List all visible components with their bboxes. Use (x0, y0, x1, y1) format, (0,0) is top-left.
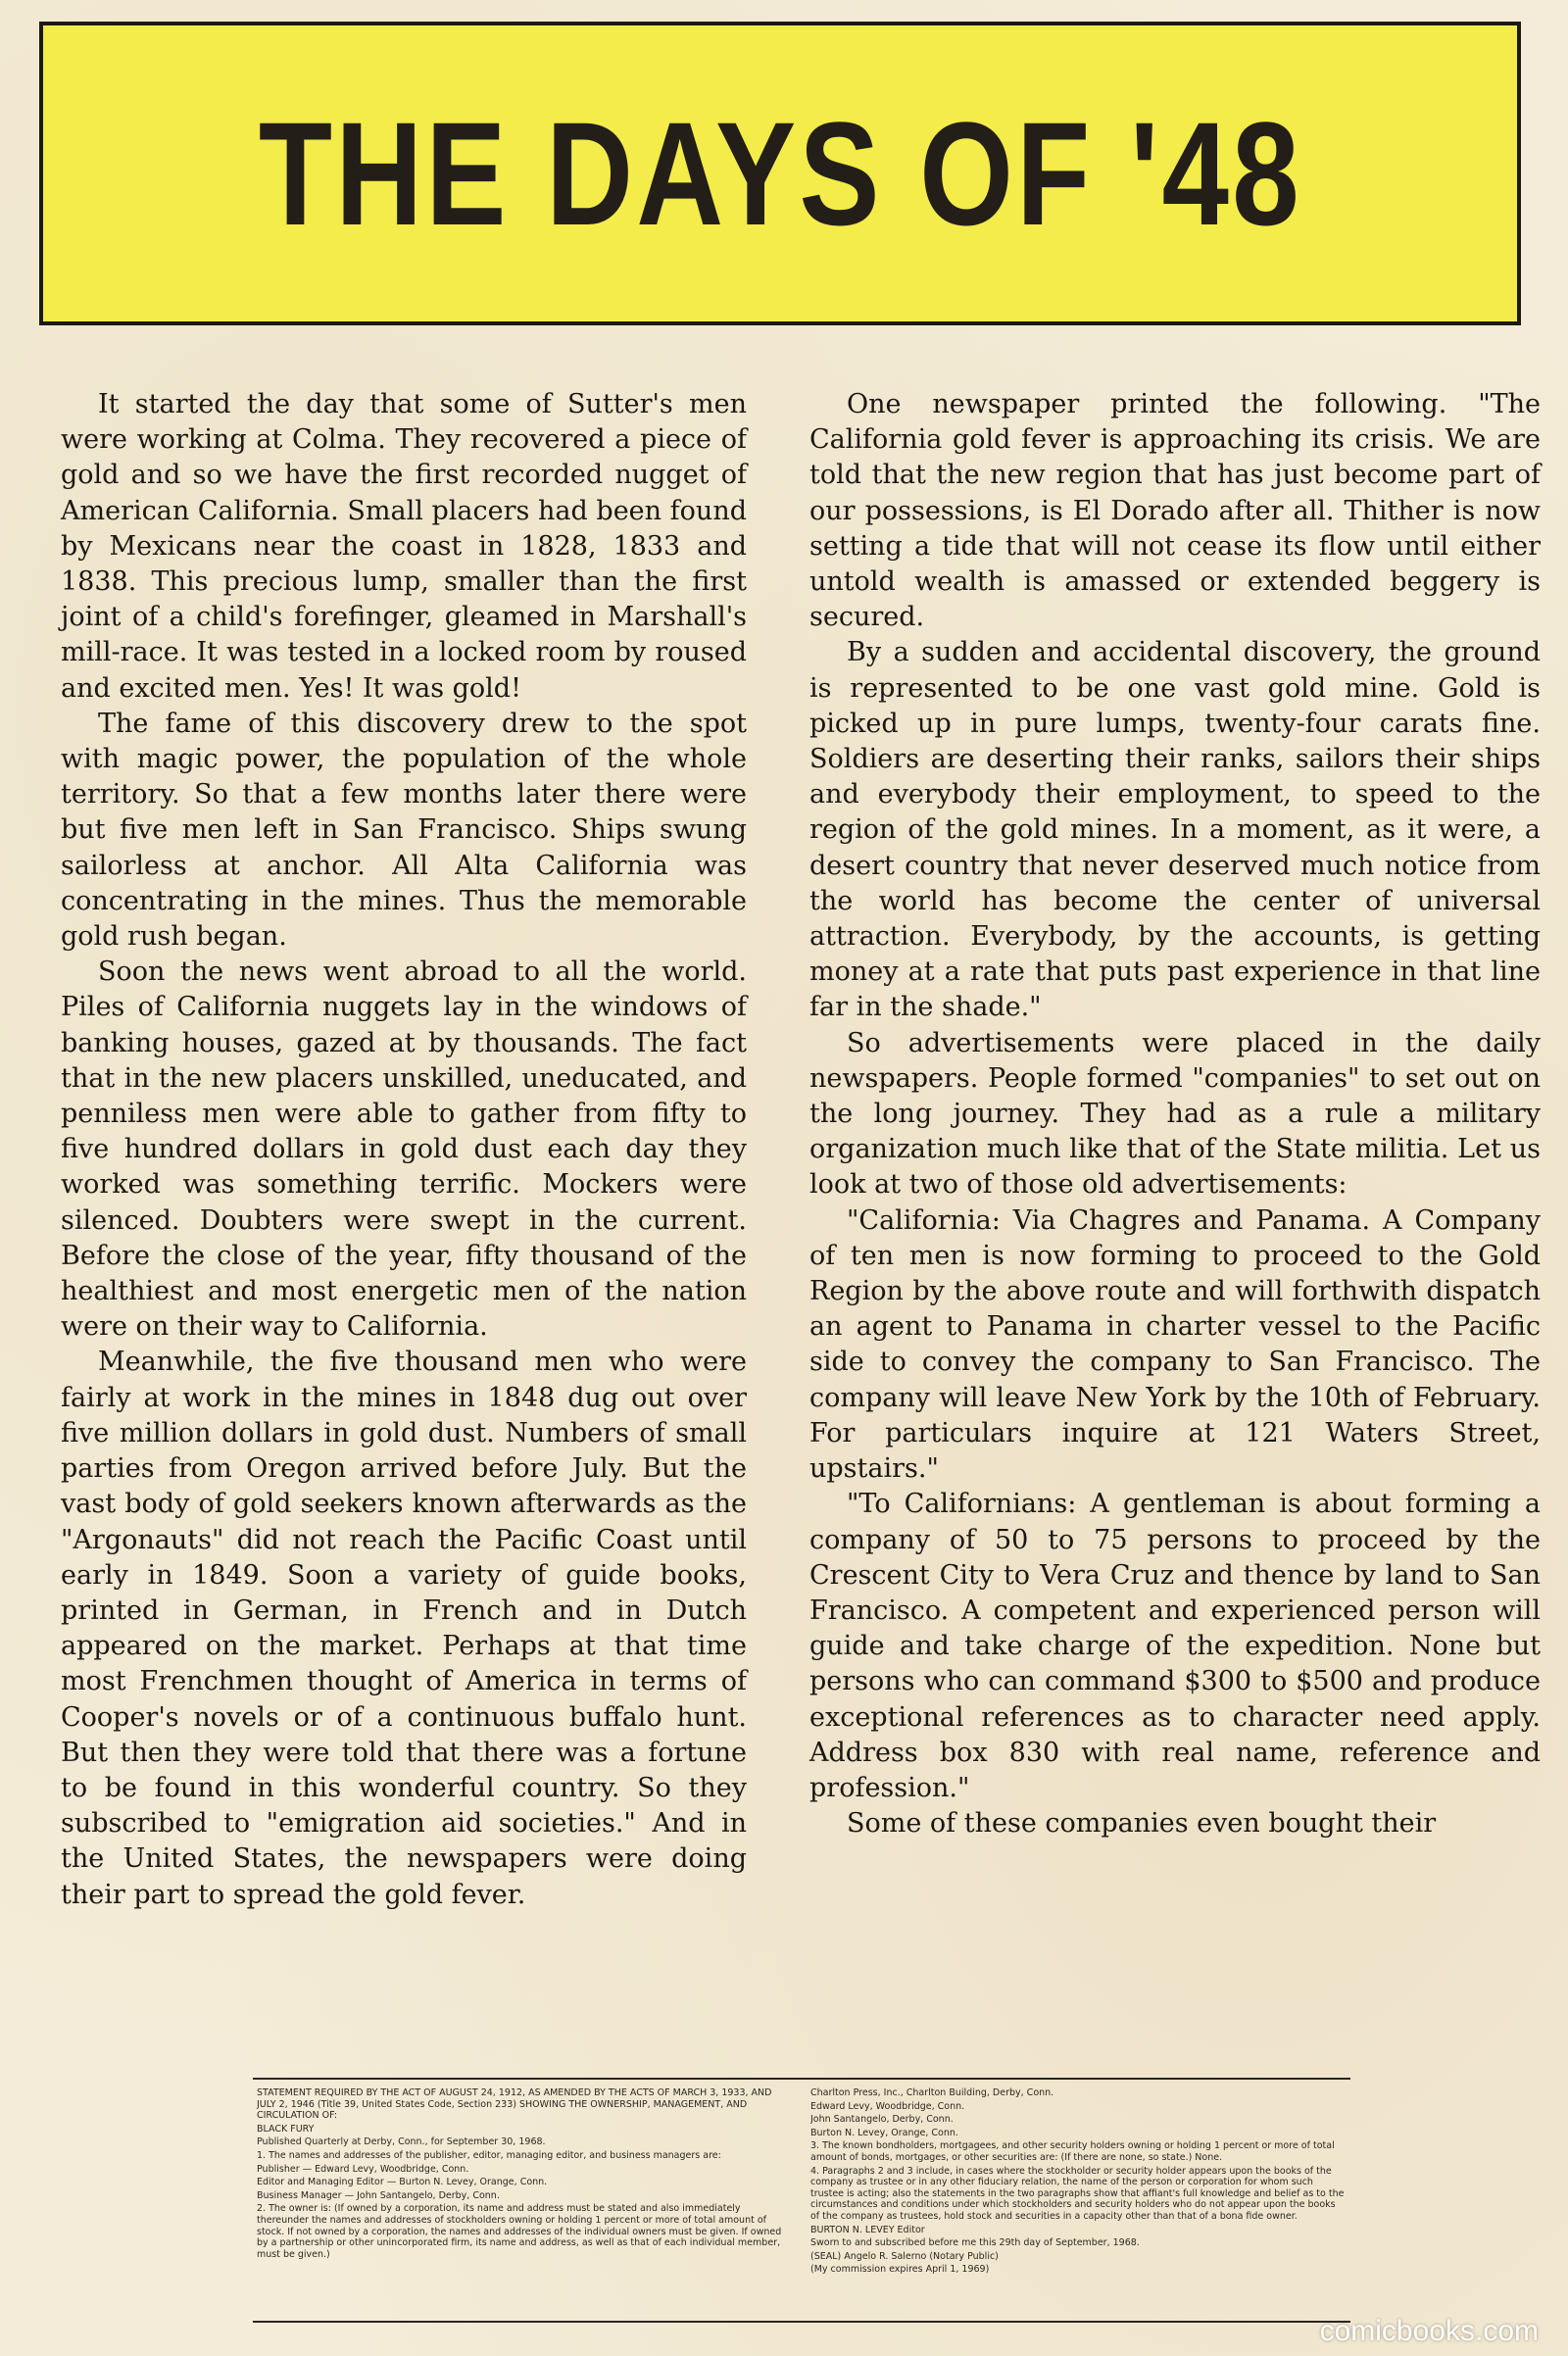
paragraph: By a sudden and accidental discovery, the ground is represented to be one vast gold mine. Gold is picked up in pure lumps, twenty-four carats fine. Soldiers are deserting their ranks, sailors their ships and everybody their employment, to speed to the region of the gold mines. In a moment, as it were, a desert country that never deserved much notice from the world has become the center of universal attraction. Everybody, by the accounts, is getting money at a rate that puts past experience in that line far in the shade." (809, 637, 1541, 1023)
statement-line: Editor and Managing Editor — Burton N. Levey, Orange, Conn. (257, 2177, 548, 2188)
article-column-left (61, 387, 747, 1913)
paragraph: Meanwhile, the five thousand men who were fairly at work in the mines in 1848 dug out over five million dollars in gold dust. Numbers of small parties from Oregon arrived before July. But the vast body of gold seekers known afterwards as the "Argonauts" did not reach the Pacific Coast until early in 1849. Soon a variety of guide books, printed in German, in French and in Dutch appeared on the market. Perhaps at that time most Frenchmen thought of America in terms of Cooper's novels or of a continuous buffalo hunt. But then they were told that there was a fortune to be found in this wonderful country. So they subscribed to "emigration aid societies." And in the United States, the newspapers were doing their part to spread the gold fever. (61, 1347, 747, 1910)
paragraph: One newspaper printed the following. "The California gold fever is approaching its crisis. We are told that the new region that has just become part of our possessions, is El Dorado after all. Thither is now setting a tide that will not cease its flow until either untold wealth is amassed or extended beggery is secured. (809, 389, 1541, 633)
statement-line: (My commission expires April 1, 1969) (810, 2264, 990, 2276)
statement-line: BURTON N. LEVEY Editor (810, 2224, 925, 2235)
ownership-statement (253, 2078, 1350, 2323)
statement-line: Publisher — Edward Levy, Woodbridge, Conn. (257, 2163, 469, 2175)
statement-line: Business Manager — John Santangelo, Derby, Conn. (257, 2189, 500, 2201)
paragraph: Some of these companies even bought their (847, 1808, 1437, 1840)
statement-line: Published Quarterly at Derby, Conn., for September 30, 1968. (257, 2136, 546, 2148)
statement-line: 1. The names and addresses of the publisher, editor, managing editor, and business managers are: (257, 2149, 721, 2161)
statement-line: (SEAL) Angelo R. Salerno (Notary Public) (810, 2250, 999, 2262)
statement-line: 3. The known bondholders, mortgagees, and other security holders owning or holding 1 percent or more of total amount of bonds, mortgages, or other securities are: (If there are none, so state.) None. (810, 2140, 1335, 2163)
article-column-right (809, 387, 1541, 1841)
statement-line: John Santangelo, Derby, Conn. (810, 2114, 954, 2126)
page-title: THE DAYS OF '48 (258, 91, 1302, 256)
statement-column-left (257, 2087, 793, 2313)
title-banner (39, 22, 1521, 325)
statement-column-right (810, 2087, 1347, 2313)
paragraph: Soon the news went abroad to all the world. Piles of California nuggets lay in the windows of banking houses, gazed at by thousands. The fact that in the new placers unskilled, uneducated, and penniless men were able to gather from fifty to five hundred dollars in gold dust each day they worked was something terrific. Mockers were silenced. Doubters were swept in the current. Before the close of the year, fifty thousand of the healthiest and most energetic men of the nation were on their way to California. (61, 957, 747, 1343)
statement-line: STATEMENT REQUIRED BY THE ACT OF AUGUST 24, 1912, AS AMENDED BY THE ACTS OF MARCH 3, 1933, AND JULY 2, 1946 (Title 39, United States Code, Section 233) SHOWING THE OWNERSHIP, MANAGEMENT, AND CIRCULATION OF: (257, 2087, 772, 2122)
site-watermark: comicbooks.com (1319, 2315, 1539, 2347)
paragraph: "To Californians: A gentleman is about forming a company of 50 to 75 persons to proceed by the Crescent City to Vera Cruz and thence by land to San Francisco. A competent and experienced person will guide and take charge of the expedition. None but persons who can command $300 to $500 and produce exceptional references as to character need apply. Address box 830 with real name, reference and profession." (809, 1489, 1541, 1803)
statement-line: Burton N. Levey, Orange, Conn. (810, 2127, 958, 2138)
paragraph: "California: Via Chagres and Panama. A Company of ten men is now forming to proceed to the Gold Region by the above route and will forthwith dispatch an agent to Panama in charter vessel to the Pacific side to convey the company to San Francisco. The company will leave New York by the 10th of February. For particulars inquire at 121 Waters Street, upstairs." (809, 1204, 1541, 1485)
paragraph: The fame of this discovery drew to the spot with magic power, the population of the whole territory. So that a few months later there were but five men left in San Francisco. Ships swung sailorless at anchor. All Alta California was concentrating in the mines. Thus the memorable gold rush began. (61, 708, 747, 953)
paragraph: So advertisements were placed in the daily newspapers. People formed "companies" to set out on the long journey. They had as a rule a military organization much like that of the State militia. Let us look at two of those old advertisements: (809, 1027, 1541, 1201)
statement-line: 2. The owner is: (If owned by a corporation, its name and address must be stated and also immediately thereunder the names and addresses of stockholders owning or holding 1 percent or more of total amount of stock. If not owned by a corporation, the names and addresses of the individual owners must be given. If owned by a partnership or other unincorporated firm, its name and address, as well as that of each individual member, must be given.) (257, 2203, 782, 2260)
statement-line: 4. Paragraphs 2 and 3 include, in cases where the stockholder or security holder appears upon the books of the company as trustee or in any other fiduciary relation, the name of the person or corporation for whom such trustee is acting; also the statements in the two paragraphs show that affiant's full knowledge and belief as to the circumstances and conditions under which stockholders and security holders who do not appear upon the books of the company as trustees, hold stock and securities in a capacity other than that of a bona fide owner. (810, 2165, 1345, 2222)
statement-line: Charlton Press, Inc., Charlton Building, Derby, Conn. (810, 2087, 1054, 2098)
paragraph: It started the day that some of Sutter's men were working at Colma. They recovered a piece of gold and so we have the first recorded nugget of American California. Small placers had been found by Mexicans near the coast in 1828, 1833 and 1838. This precious lump, smaller than the first joint of a child's forefinger, gleamed in Marshall's mill-race. It was tested in a locked room by roused and excited men. Yes! It was gold! (61, 389, 747, 704)
statement-line: Sworn to and subscribed before me this 29th day of September, 1968. (810, 2237, 1140, 2249)
statement-line: Edward Levy, Woodbridge, Conn. (810, 2100, 965, 2112)
statement-line: BLACK FURY (257, 2123, 315, 2135)
